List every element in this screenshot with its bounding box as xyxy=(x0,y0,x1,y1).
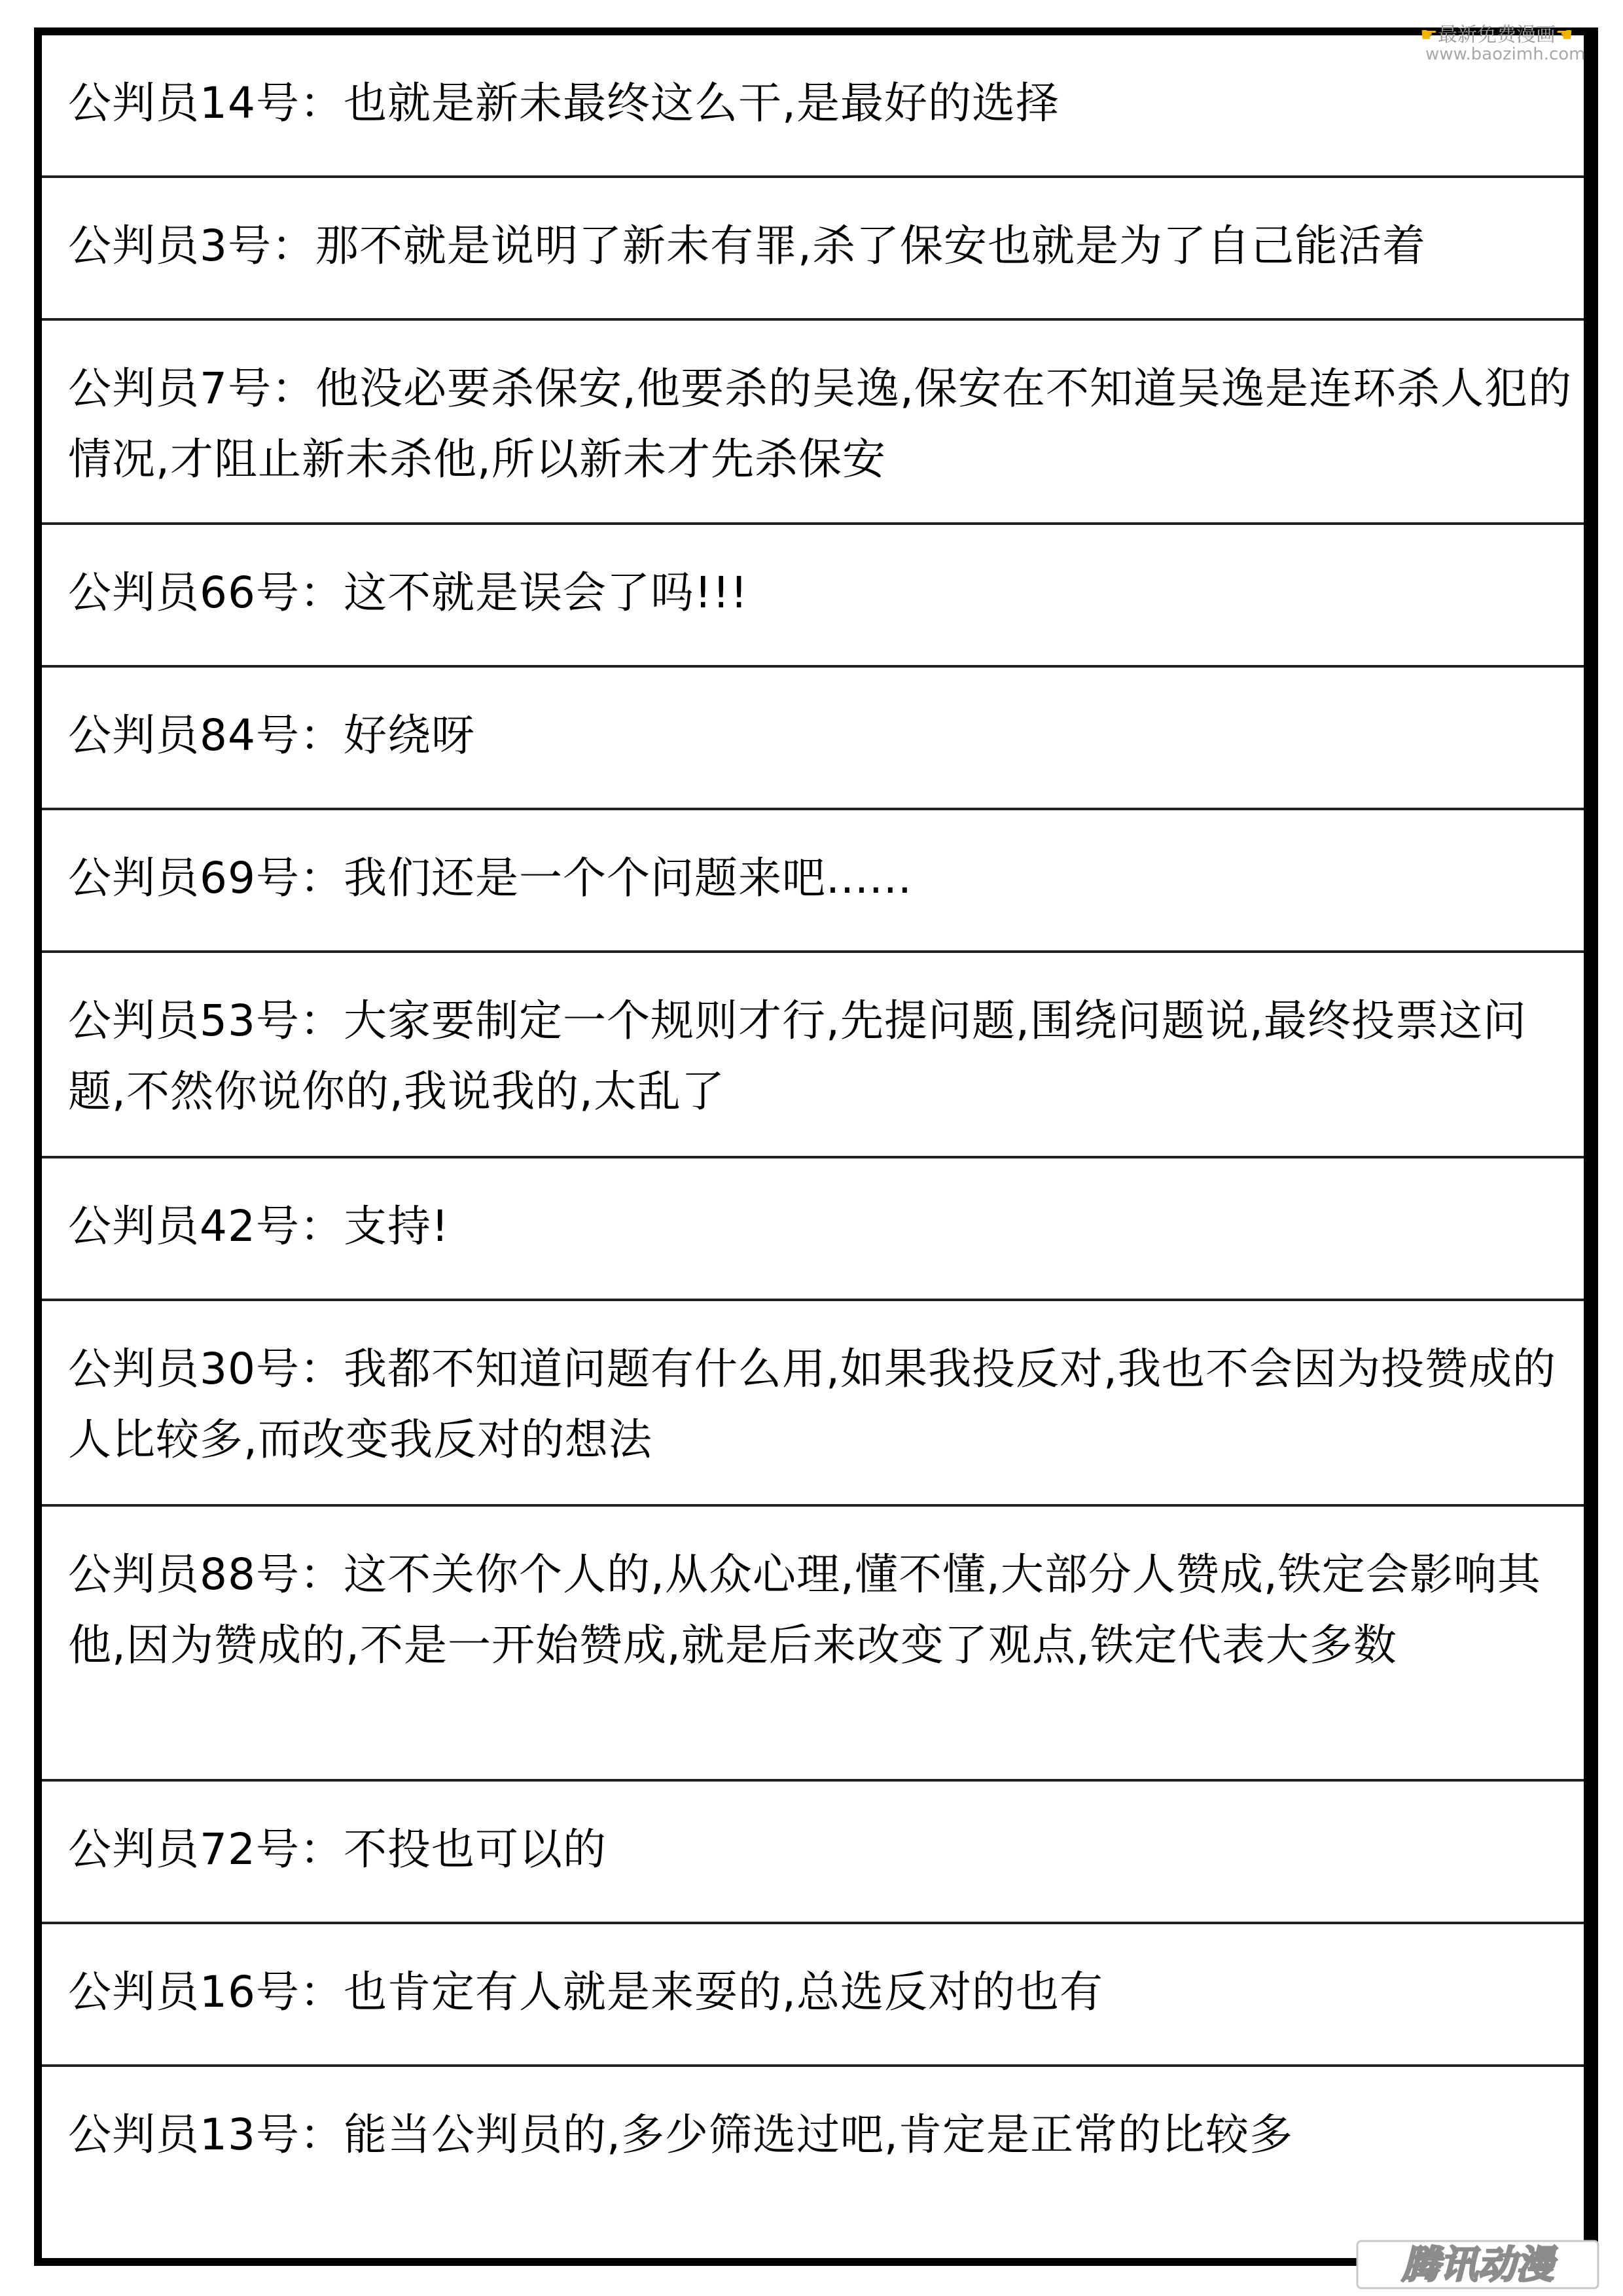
comment-text: 公判员14号：也就是新未最终这么干,是最好的选择 xyxy=(68,78,1060,128)
comment-text: 公判员7号：他没必要杀保安,他要杀的吴逸,保安在不知道吴逸是连环杀人犯的情况,才阻止新未杀他,所以新未才先杀保安 xyxy=(68,363,1572,484)
watermark-title xyxy=(1420,18,1573,47)
comment-text: 公判员72号：不投也可以的 xyxy=(68,1824,607,1874)
comment-text: 公判员30号：我都不知道问题有什么用,如果我投反对,我也不会因为投赞成的人比较多,而改变我反对的想法 xyxy=(68,1344,1556,1465)
comment-row xyxy=(42,2067,1584,2211)
comment-text: 公判员16号：也肯定有人就是来耍的,总选反对的也有 xyxy=(68,1967,1103,2017)
comment-row xyxy=(42,810,1584,953)
tencent-comics-logo xyxy=(1353,2236,1602,2292)
comment-row xyxy=(42,1507,1584,1782)
comment-row xyxy=(42,1782,1584,1924)
comment-row xyxy=(42,953,1584,1158)
comment-text: 公判员3号：那不就是说明了新未有罪,杀了保安也就是为了自己能活着 xyxy=(68,221,1426,271)
watermark-url: www.baozimh.com xyxy=(1425,45,1586,64)
comment-text: 公判员53号：大家要制定一个规则才行,先提问题,围绕问题说,最终投票这问题,不然你说你的,我说我的,太乱了 xyxy=(68,996,1527,1117)
comment-text: 公判员69号：我们还是一个个问题来吧...... xyxy=(68,853,912,903)
comment-text: 公判员84号：好绕呀 xyxy=(68,710,475,761)
comment-text: 公判员88号：这不关你个人的,从众心理,懂不懂,大部分人赞成,铁定会影响其他,因为赞成的,不是一开始赞成,就是后来改变了观点,铁定代表大多数 xyxy=(68,1549,1541,1670)
comment-row xyxy=(42,525,1584,668)
hand-pointer-icon: ☛ xyxy=(1420,24,1438,46)
comment-row xyxy=(42,178,1584,321)
comment-list xyxy=(42,35,1584,2258)
comment-text: 公判员42号：支持! xyxy=(68,1201,450,1251)
comment-text: 公判员13号：能当公判员的,多少筛选过吧,肯定是正常的比较多 xyxy=(68,2109,1293,2160)
comment-panel-frame xyxy=(34,27,1598,2266)
tencent-comics-logo-text: 腾讯动漫 xyxy=(1401,2242,1554,2287)
watermark-title-text: 最新免费漫画 xyxy=(1437,24,1556,46)
comment-row xyxy=(42,321,1584,525)
comment-row xyxy=(42,1301,1584,1507)
comment-row xyxy=(42,1924,1584,2067)
site-watermark xyxy=(1414,18,1610,71)
comment-row xyxy=(42,1158,1584,1301)
comment-row xyxy=(42,35,1584,178)
hand-pointer-icon: ☚ xyxy=(1555,24,1573,46)
comment-row xyxy=(42,668,1584,810)
comment-text: 公判员66号：这不就是误会了吗!!! xyxy=(68,567,749,618)
